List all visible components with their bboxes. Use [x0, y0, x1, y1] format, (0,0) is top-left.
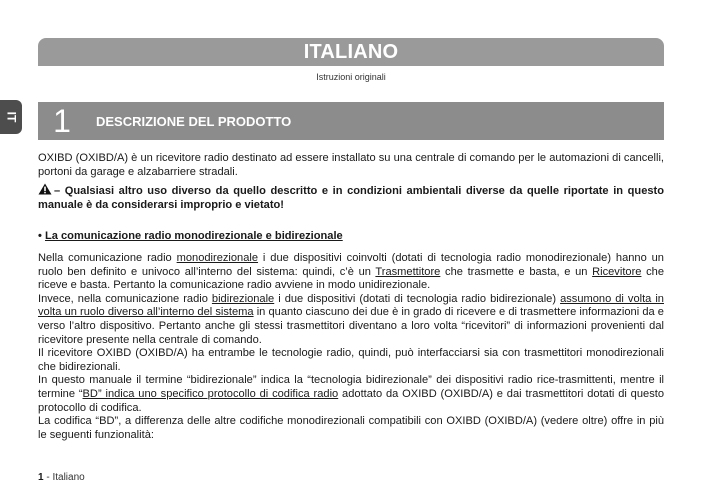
warning-paragraph: [38, 183, 664, 212]
underlined-term: BD” indica uno specifico protocollo di codifica radio: [82, 387, 339, 400]
language-header-bar: [38, 38, 664, 66]
intro-paragraph: OXIBD (OXIBD/A) è un ricevitore radio destinato ad essere installato su una centrale di comando per le automazioni di cancelli, portoni da garage e alzabarriere stradali.: [38, 152, 664, 178]
language-side-tab: [0, 100, 22, 134]
page-footer: [38, 472, 85, 483]
paragraph-bd-term: [38, 374, 664, 415]
paragraph-receiver: Il ricevitore OXIBD (OXIBD/A) ha entrambe le tecnologie radio, quindi, può interfacciarsi sia con trasmettitori monodirezionali che bidirezionali.: [38, 347, 664, 373]
subheading-text: La comunicazione radio monodirezionale e bidirezionale: [44, 230, 343, 243]
text-run: i due dispositivi (dotati di tecnologia radio bidirezionale): [274, 292, 561, 305]
paragraph-monodirectional: [38, 252, 664, 293]
footer-label: - Italiano: [43, 472, 85, 483]
section-header-bar: [38, 102, 664, 140]
language-title: ITALIANO: [303, 40, 399, 63]
text-run: In questo manuale il termine “bidirezionale” indica la “tecnologia bidirezionale” dei dispositivi radio rice-trasmittenti, mentre il termine “: [38, 374, 664, 400]
underlined-term: Trasmettitore: [375, 265, 441, 278]
section-title: DESCRIZIONE DEL PRODOTTO: [96, 113, 292, 129]
underlined-term: monodirezionale: [176, 251, 259, 264]
text-run: che riceve e basta. Pertanto la comunicazione radio avviene in modo unidirezionale.: [38, 265, 664, 292]
warning-text: – Qualsiasi altro uso diverso da quello descritto e in condizioni ambientali diverse da quelle riportate in questo manuale è da considerarsi improprio e vietato!: [38, 185, 664, 211]
paragraph-bd-features: La codifica “BD”, a differenza delle altre codifiche monodirezionali compatibili con OXIBD (OXIBD/A) (vedere oltre) offre in più le seguenti funzionalità:: [38, 415, 664, 441]
section-number: 1: [53, 103, 71, 139]
text-run: in quanto ciascuno dei due è in grado di ricevere e di trasmettere informazioni da e verso l’altro dispositivo. Pertanto anche gli stessi trasmettitori diventano a loro volta “ricevitori” di informazioni provenienti dal ricevitore presente nella centrale di comando.: [38, 306, 664, 346]
underlined-term: Ricevitore: [592, 265, 642, 278]
page-number: 1: [38, 472, 44, 483]
text-run: che trasmette e basta, e un: [440, 265, 593, 278]
subheading-bullet: •: [38, 230, 42, 243]
warning-triangle-icon: [38, 183, 52, 195]
document-body: [38, 152, 664, 442]
text-run: i due dispositivi coinvolti (dotati di tecnologia radio monodirezionale) hanno un ruolo ben definito e univoco all’interno del sistema: quindi, c’è un: [38, 251, 664, 278]
paragraph-bidirectional: [38, 293, 664, 347]
underlined-term: bidirezionale: [211, 292, 275, 305]
side-tab-label: IT: [3, 111, 18, 123]
text-run: Nella comunicazione radio: [38, 251, 177, 264]
subheading: [38, 230, 664, 244]
subtitle: Istruzioni originali: [316, 72, 386, 82]
text-run: adottato da OXIBD (OXIBD/A) e dai trasmettitori dotati di questo protocollo di codifica.: [38, 387, 664, 414]
text-run: Invece, nella comunicazione radio: [38, 292, 212, 305]
underlined-term: assumono di volta in volta un ruolo diverso all’interno del sistema: [38, 292, 664, 319]
